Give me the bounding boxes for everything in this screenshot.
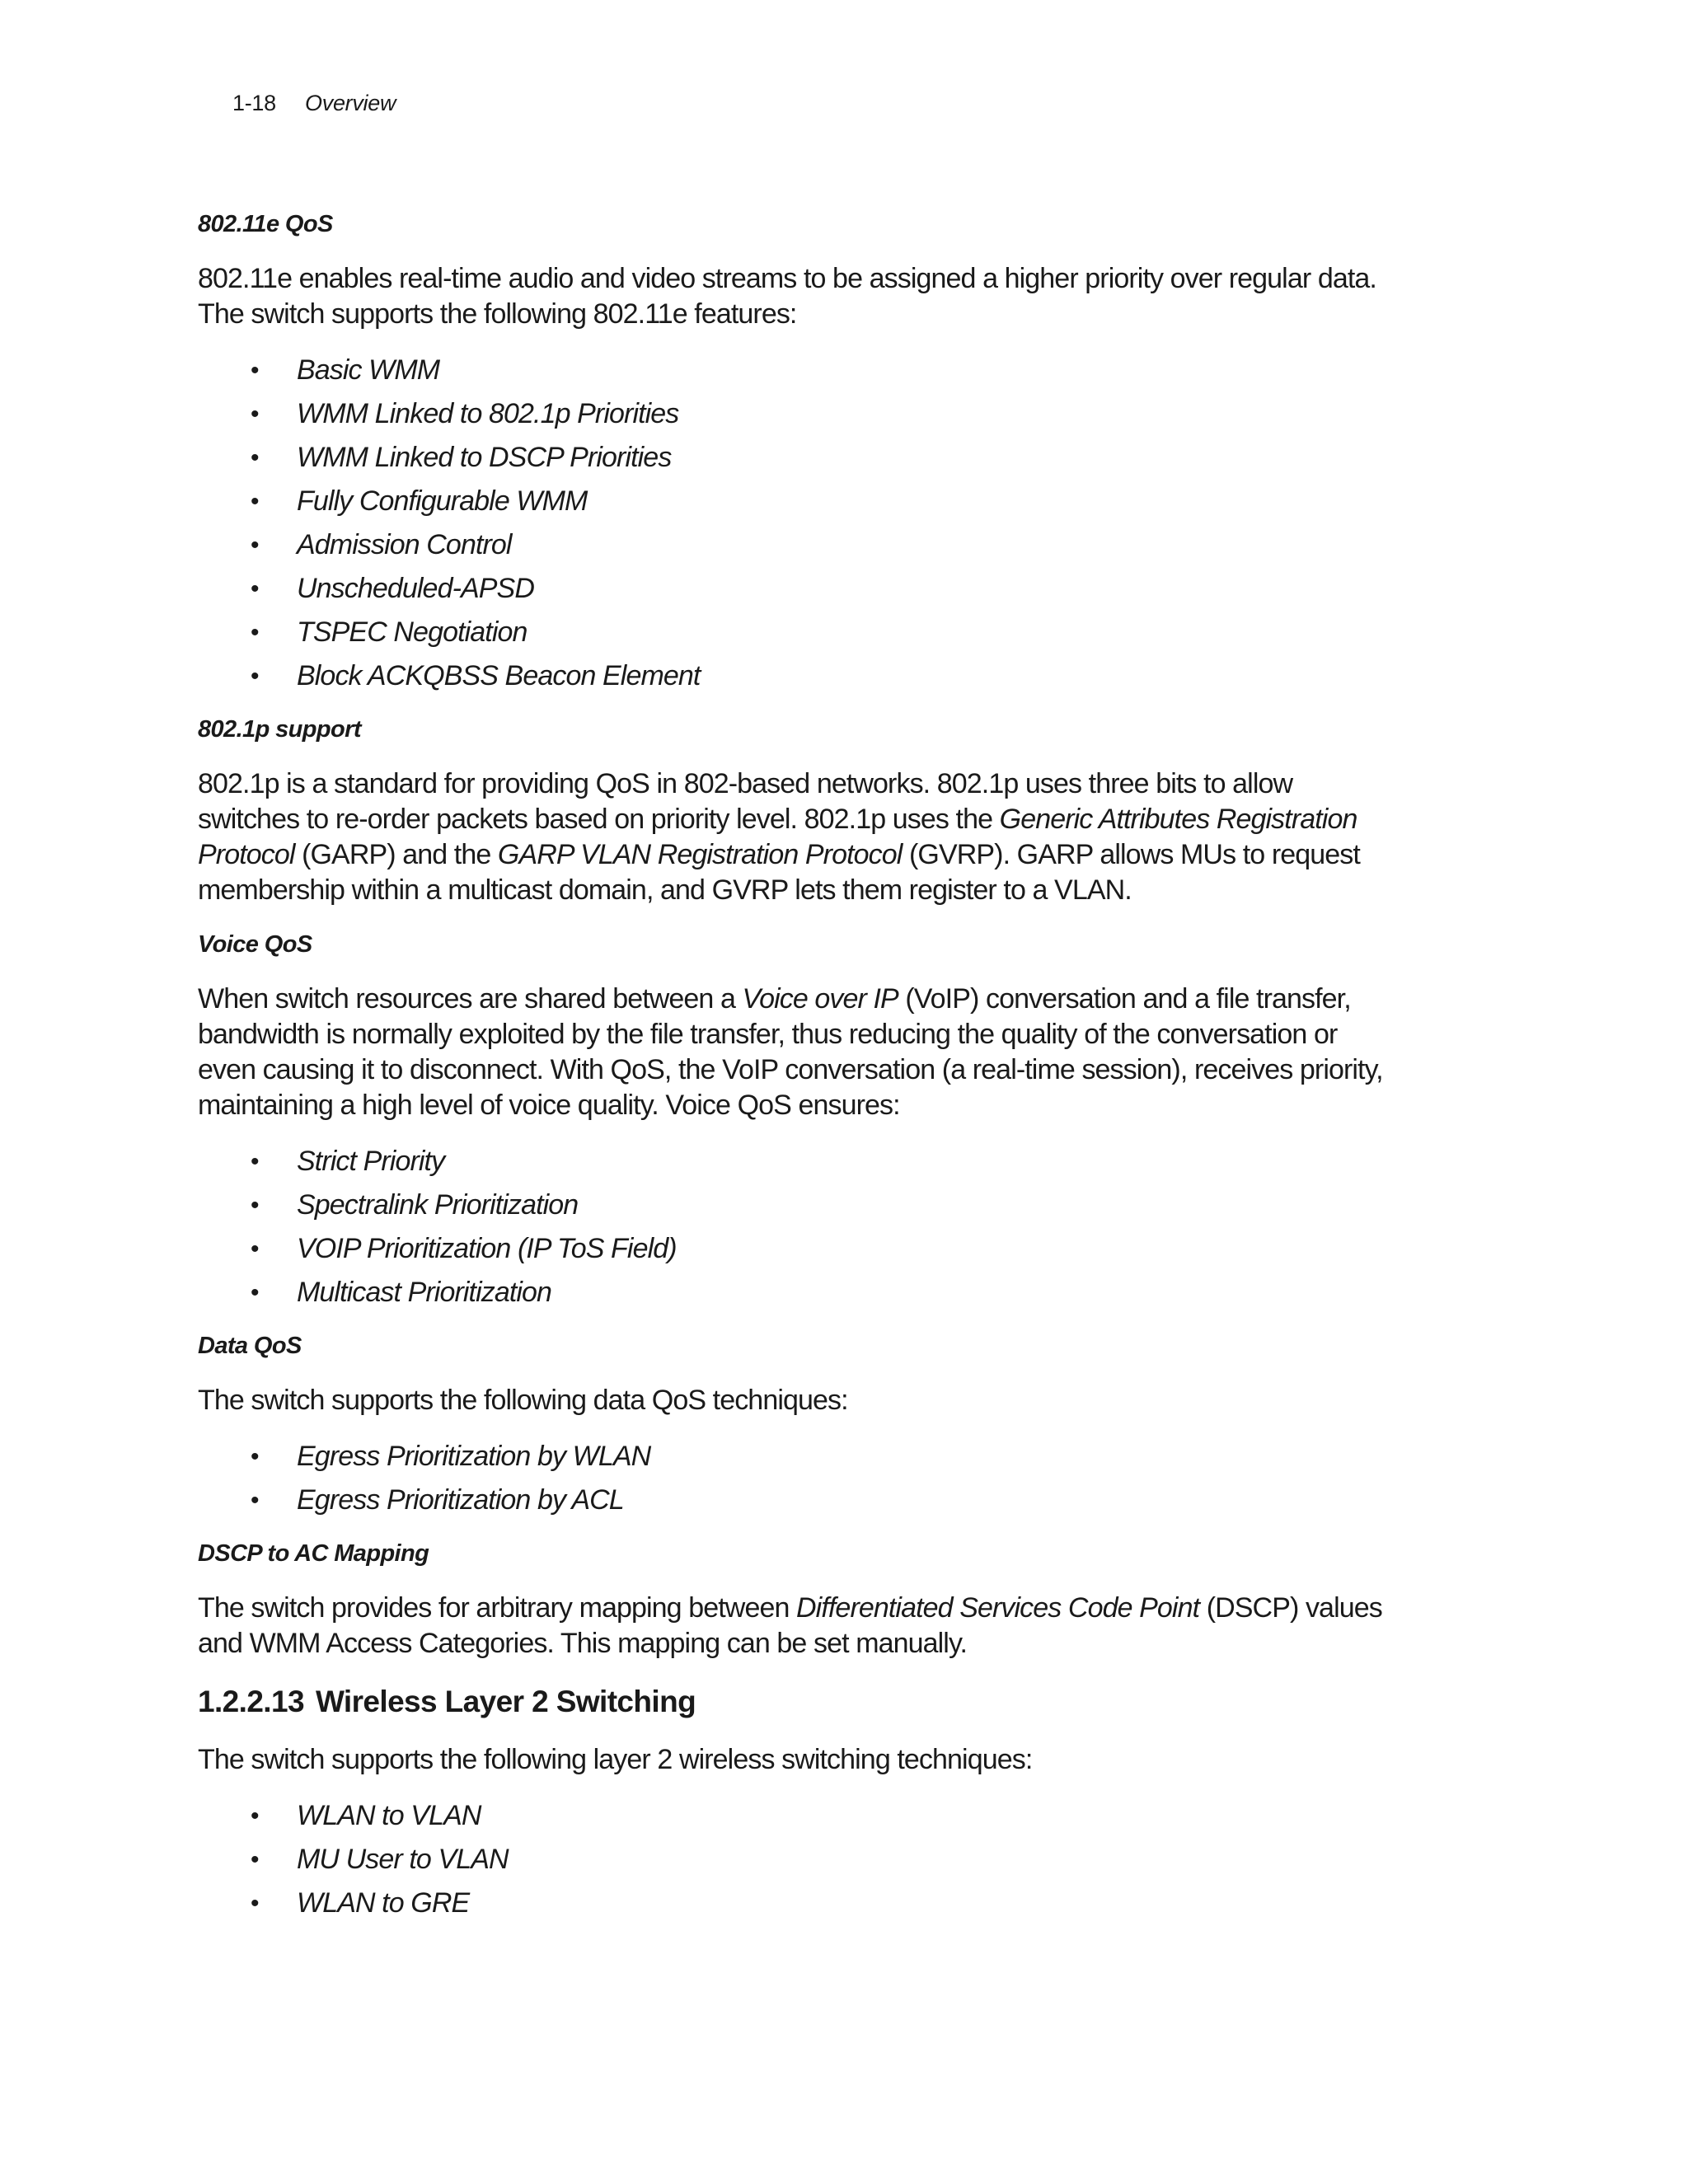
bullet-icon: • bbox=[251, 444, 259, 471]
section-number: 1.2.2.13 bbox=[198, 1685, 304, 1718]
subheading-dscp-ac-mapping: DSCP to AC Mapping bbox=[198, 1540, 429, 1567]
bullet-icon: • bbox=[251, 1192, 259, 1219]
section-heading-wireless-l2 bbox=[198, 1685, 1385, 1719]
page-number: 1-18 bbox=[232, 91, 276, 115]
bullet-icon: • bbox=[251, 401, 259, 428]
list-item: • Basic WMM bbox=[198, 349, 1385, 392]
paragraph-data-qos: The switch supports the following data QoS techniques: bbox=[198, 1385, 848, 1416]
bullet-icon: • bbox=[251, 1802, 259, 1830]
bullet-icon: • bbox=[251, 1148, 259, 1175]
paragraph-wireless-l2: The switch supports the following layer 2 wireless switching techniques: bbox=[198, 1744, 1033, 1775]
list-item: • TSPEC Negotiation bbox=[198, 611, 1385, 654]
subheading-voice-qos: Voice QoS bbox=[198, 931, 312, 958]
bullet-icon: • bbox=[251, 1235, 259, 1263]
bullet-icon: • bbox=[251, 663, 259, 690]
list-item: • Fully Configurable WMM bbox=[198, 480, 1385, 523]
page-content bbox=[198, 211, 1385, 1925]
list-wireless-l2 bbox=[198, 1794, 1385, 1925]
list-80211e-features bbox=[198, 349, 1385, 698]
bullet-icon: • bbox=[251, 1279, 259, 1306]
subheading-80211e-qos: 802.11e QoS bbox=[198, 211, 333, 237]
paragraph-8021p: 802.1p is a standard for providing QoS in 802-based networks. 802.1p uses three bits to allow switches to re-order packets based on priority level. 802.1p uses the Generic Attributes Registration Protocol (GARP) and the GARP VLAN Registration Protocol (GVRP). GARP allows MUs to request membership within a multicast domain, and GVRP lets them register to a VLAN. bbox=[198, 768, 1360, 906]
paragraph-dscp-ac: The switch provides for arbitrary mapping between Differentiated Services Code Point (DSCP) values and WMM Access Categories. This mapping can be set manually. bbox=[198, 1592, 1382, 1659]
bullet-icon: • bbox=[251, 1846, 259, 1873]
subheading-data-qos: Data QoS bbox=[198, 1333, 302, 1359]
subheading-8021p-support: 802.1p support bbox=[198, 716, 361, 743]
list-voice-qos bbox=[198, 1140, 1385, 1315]
list-item: • Egress Prioritization by WLAN bbox=[198, 1435, 1385, 1479]
bullet-icon: • bbox=[251, 1487, 259, 1514]
list-item: • WMM Linked to DSCP Priorities bbox=[198, 436, 1385, 480]
list-item: • Multicast Prioritization bbox=[198, 1271, 1385, 1315]
bullet-icon: • bbox=[251, 619, 259, 646]
list-item: • WLAN to GRE bbox=[198, 1882, 1385, 1925]
bullet-icon: • bbox=[251, 1443, 259, 1470]
list-item: • WLAN to VLAN bbox=[198, 1794, 1385, 1838]
bullet-icon: • bbox=[251, 488, 259, 515]
bullet-icon: • bbox=[251, 532, 259, 559]
list-item: • WMM Linked to 802.1p Priorities bbox=[198, 392, 1385, 436]
paragraph-voice-qos: When switch resources are shared between a Voice over IP (VoIP) conversation and a file transfer, bandwidth is normally exploited by the file transfer, thus reducing the quality of the conversation or even causing it to disconnect. With QoS, the VoIP conversation (a real-time session), receives priority, maintaining a high level of voice quality. Voice QoS ensures: bbox=[198, 983, 1383, 1121]
list-item: • Block ACKQBSS Beacon Element bbox=[198, 654, 1385, 698]
section-title: Wireless Layer 2 Switching bbox=[315, 1685, 696, 1718]
running-header bbox=[232, 91, 396, 116]
list-item: • MU User to VLAN bbox=[198, 1838, 1385, 1882]
bullet-icon: • bbox=[251, 575, 259, 602]
list-data-qos bbox=[198, 1435, 1385, 1522]
list-item: • Unscheduled-APSD bbox=[198, 567, 1385, 611]
bullet-icon: • bbox=[251, 357, 259, 384]
bullet-icon: • bbox=[251, 1890, 259, 1917]
list-item: • Spectralink Prioritization bbox=[198, 1183, 1385, 1227]
list-item: • VOIP Prioritization (IP ToS Field) bbox=[198, 1227, 1385, 1271]
list-item: • Egress Prioritization by ACL bbox=[198, 1479, 1385, 1522]
list-item: • Admission Control bbox=[198, 523, 1385, 567]
list-item: • Strict Priority bbox=[198, 1140, 1385, 1183]
paragraph-80211e: 802.11e enables real-time audio and video streams to be assigned a higher priority over regular data. The switch supports the following 802.11e features: bbox=[198, 263, 1376, 330]
running-section-title: Overview bbox=[305, 91, 396, 115]
